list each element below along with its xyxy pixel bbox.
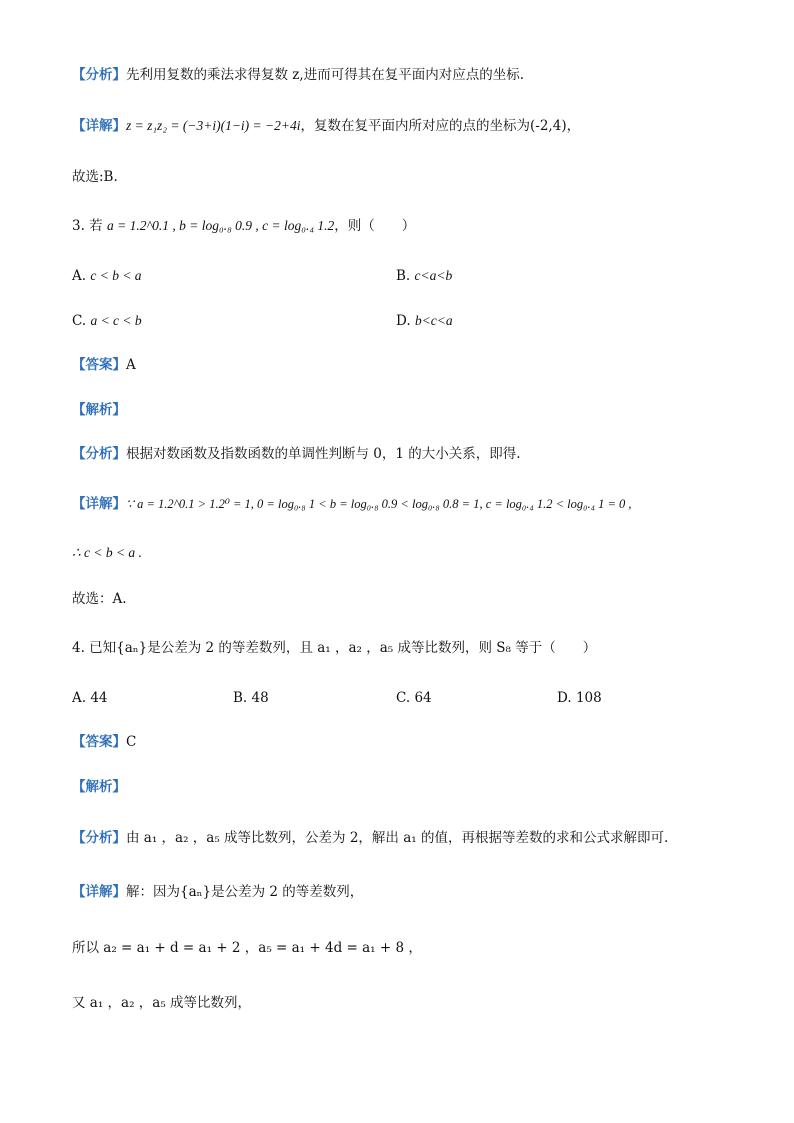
detail-tag: 【详解】 (72, 118, 126, 134)
option-text: c < b < a (90, 268, 142, 283)
analysis-tag: 【分析】 (72, 67, 126, 83)
q3-analysis (72, 444, 521, 464)
q4-step1: 所以 a₂ = a₁ + d = a₁ + 2 ，a₅ = a₁ + 4d = a₁ + 8 ， (72, 940, 422, 956)
detail-formula: ∵ a = 1.2^0.1 > 1.2⁰ = 1, 0 = log₀.₈ 1 < b = log₀.₈ 0.9 < log₀.₈ 0.8 = 1, c = log₀.₄ 1.2 < log₀.₄ 1 = 0 , (126, 497, 632, 511)
jiexi-tag: 【解析】 (72, 402, 126, 418)
option-text: 108 (575, 690, 602, 706)
analysis-tag: 【分析】 (72, 830, 126, 846)
q3-option-b (396, 266, 452, 286)
option-letter: B. (396, 268, 411, 284)
detail-formula: z = z₁z₂ = (−3+i)(1−i) = −2+4i (126, 118, 301, 133)
q4-detail (72, 882, 363, 902)
sec2-conclusion: 故选:B. (72, 169, 118, 185)
q4-option-d (557, 688, 602, 708)
q3-conclusion: 故选：A. (72, 591, 127, 607)
q4-answer (72, 732, 136, 752)
option-text: 64 (414, 690, 432, 706)
answer-value: C (126, 734, 137, 750)
detail-text: 解：因为{aₙ}是公差为 2 的等差数列， (126, 884, 364, 900)
detail-text: ，复数在复平面内所对应的点的坐标为(-2,4)， (300, 118, 581, 134)
option-letter: B. (233, 690, 248, 706)
option-text: a < c < b (90, 313, 142, 328)
answer-tag: 【答案】 (72, 357, 126, 373)
q3-therefore: ∴ c < b < a . (72, 545, 142, 560)
q4-stem: 4. 已知{aₙ}是公差为 2 的等差数列，且 a₁ ，a₂ ，a₅ 成等比数列，则 S₈ 等于（ ） (72, 640, 597, 656)
option-letter: A. (72, 690, 87, 706)
sec2-analysis (72, 65, 524, 85)
q4-analysis (72, 828, 668, 848)
q3-option-a (72, 266, 142, 286)
option-letter: D. (557, 690, 572, 706)
q3-stem (72, 216, 415, 236)
q4-jiexi (72, 777, 126, 797)
analysis-text: 先利用复数的乘法求得复数 z,进而可得其在复平面内对应点的坐标. (126, 67, 524, 83)
option-text: b<c<a (414, 313, 453, 328)
q3-number: 3. 若 (72, 218, 103, 234)
option-text: c<a<b (414, 268, 453, 283)
q3-option-c (72, 311, 142, 331)
analysis-text: 根据对数函数及指数函数的单调性判断与 0，1 的大小关系，即得. (126, 446, 521, 462)
option-letter: C. (72, 313, 87, 329)
analysis-tag: 【分析】 (72, 446, 126, 462)
q4-option-b (233, 688, 269, 708)
q4-step2: 又 a₁ ，a₂ ，a₅ 成等比数列， (72, 995, 252, 1011)
q3-answer (72, 355, 136, 375)
q4-option-c (396, 688, 432, 708)
q3-tail: ，则（ ） (334, 218, 416, 234)
q3-formula: a = 1.2^0.1 , b = log₀.₈ 0.9 , c = log₀.₄ 1.2 (106, 218, 335, 233)
answer-tag: 【答案】 (72, 734, 126, 750)
option-letter: C. (396, 690, 411, 706)
option-text: 48 (251, 690, 269, 706)
answer-value: A (126, 357, 136, 373)
option-letter: A. (72, 268, 87, 284)
q4-option-a (72, 688, 108, 708)
option-text: 44 (90, 690, 108, 706)
q3-option-d (396, 311, 453, 331)
sec2-detail (72, 116, 580, 136)
option-letter: D. (396, 313, 411, 329)
detail-tag: 【详解】 (72, 496, 126, 512)
q3-detail (72, 494, 632, 514)
analysis-text: 由 a₁ ，a₂ ，a₅ 成等比数列，公差为 2，解出 a₁ 的值，再根据等差数的求和公式求解即可. (126, 830, 669, 846)
jiexi-tag: 【解析】 (72, 779, 126, 795)
q3-jiexi (72, 400, 126, 420)
detail-tag: 【详解】 (72, 884, 126, 900)
